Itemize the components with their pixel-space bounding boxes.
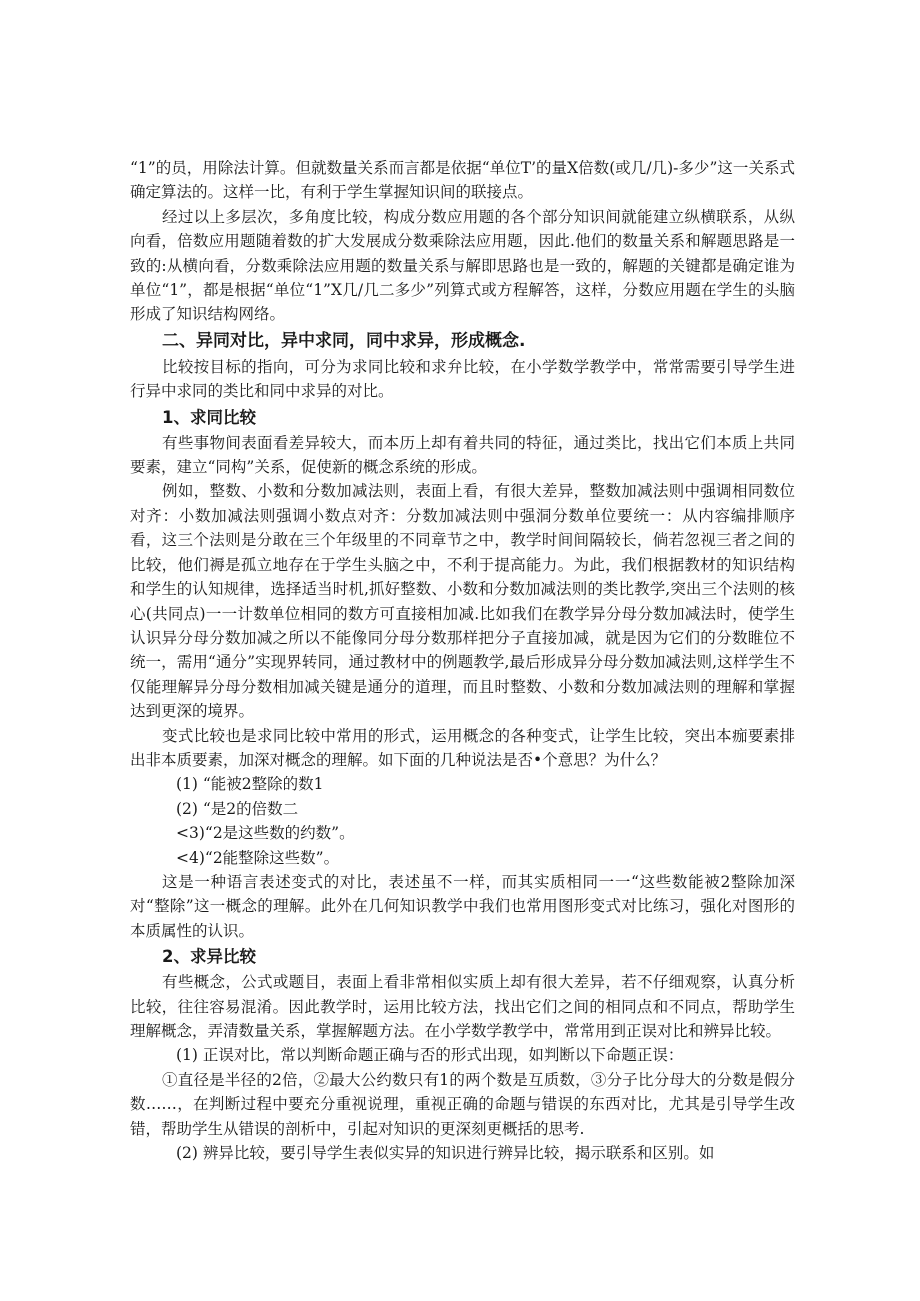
paragraph-right-wrong-contrast: (1) 正误对比，常以判断命题正确与否的形式出现，如判断以下命题正误： xyxy=(176,1046,684,1065)
section-heading-2: 二、异同对比，异中求同，同中求异，形成概念. xyxy=(162,330,526,351)
document-page xyxy=(130,156,795,1165)
list-item-2: (2) “是2的倍数二 xyxy=(176,799,299,818)
paragraph-propositions: ①直径是半径的2倍，②最大公约数只有1的两个数是互质数，③分子比分母大的分数是假分数……，在判断过程中要充分重视说理，重视正确的命题与错误的东西对比，尤其是引导学生改错，帮助学生从错误的剖析中，引起对知识的更深刻更概括的思考. xyxy=(130,1070,795,1138)
list-item-1: (1) “能被2整除的数1 xyxy=(176,775,324,794)
paragraph-variant-comparison: 变式比较也是求同比较中常用的形式，运用概念的各种变式，让学生比较，突出本痂要素排出非本质要素，加深对概念的理解。如下面的几种说法是否•个意思？为什么？ xyxy=(130,726,795,769)
subheading-seek-difference: 2、求异比较 xyxy=(162,947,256,967)
subheading-seek-similarity: 1、求同比较 xyxy=(162,407,256,427)
paragraph-difference-intro: 有些概念，公式或题目，表面上看非常相似实质上却有很大差异，若不仔细观察，认真分析比较，往往容易混淆。因此教学时，运用比较方法，找出它们之间的相同点和不同点，帮助学生理解概念，弄清数量关系，掌握解题方法。在小学数学教学中，常常用到正误对比和辨异比较。 xyxy=(130,973,795,1040)
paragraph-distinguish-comparison: (2) 辨异比较，要引导学生表似实异的知识进行辨异比较，揭示联系和区别。如 xyxy=(176,1144,715,1163)
paragraph-similarity-intro: 有些事物间表面看差异较大，而本历上却有着共同的特征，通过类比，找出它们本质上共同要素，建立“同构”关系，促使新的概念系统的形成。 xyxy=(130,433,795,477)
paragraph-continuation: “1”的员，用除法计算。但就数量关系而言都是依据“单位T’的量X倍数(或几/几)-多少”这一关系式确定算法的。这样一比，有利于学生掌握知识间的联接点。 xyxy=(130,159,795,202)
paragraph-comparison-summary: 经过以上多层次，多角度比较，构成分数应用题的各个部分知识间就能建立纵横联系，从纵向看，倍数应用题随着数的扩大发展成分数乘除法应用题，因此.他们的数量关系和解题思路是一致的:从横向看，分数乘除法应用题的数量关系与解即思路也是一致的，解题的关键都是确定谁为单位“1”，都是根据“单位“1”X几/几二多少”列算式或方程解答，这样，分数应用题在学生的头脑形成了知识结构网络。 xyxy=(130,207,795,324)
paragraph-comparison-intro: 比较按目标的指向，可分为求同比较和求弁比较，在小学数学教学中，常常需要引导学生进行异中求同的类比和同中求异的对比。 xyxy=(130,357,795,401)
list-item-4: <4)“2能整除这些数”。 xyxy=(176,848,340,867)
list-item-3: <3)“2是这些数的约数”。 xyxy=(176,824,355,843)
paragraph-addition-rules-example: 例如，整数、小数和分数加减法则，表面上看，有很大差异，整数加减法则中强调相同数位对齐：小数加减法则强调小数点对齐：分数加减法则中强洞分数单位要统一：从内容编排顺序看，这三个法则是分敢在三个年级里的不同章节之中，教学时间间隔较长，倘若忽视三者之间的比较，他们褥是孤立地存在于学生头脑之中，不利于提高能力。为此，我们根据教材的知识结构和学生的认知规律，选择适当时机,抓好整数、小数和分数加减法则的类比教学,突出三个法则的核心(共同点)一一计数单位相同的数方可直接相加减.比如我们在教学异分母分数加减法时，使学生认识异分母分数加减之所以不能像同分母分数那样把分子直接加减，就是因为它们的分数睢位不统一，需用“通分”实现界转同，通过教材中的例题教学,最后形成异分母分数加减法则,这样学生不仅能理解异分母分数相加减关键是通分的道理，而且时整数、小数和分数加减法则的理解和掌握达到更深的境界。 xyxy=(130,482,795,721)
paragraph-language-variant: 这是一种语言表述变式的对比，表述虽不一样，而其实质相同一一“这些数能被2整除加深对“整除”这一概念的理解。此外在几何知识教学中我们也常用图形变式对比练习，强化对图形的本质属性的认识。 xyxy=(130,872,795,940)
